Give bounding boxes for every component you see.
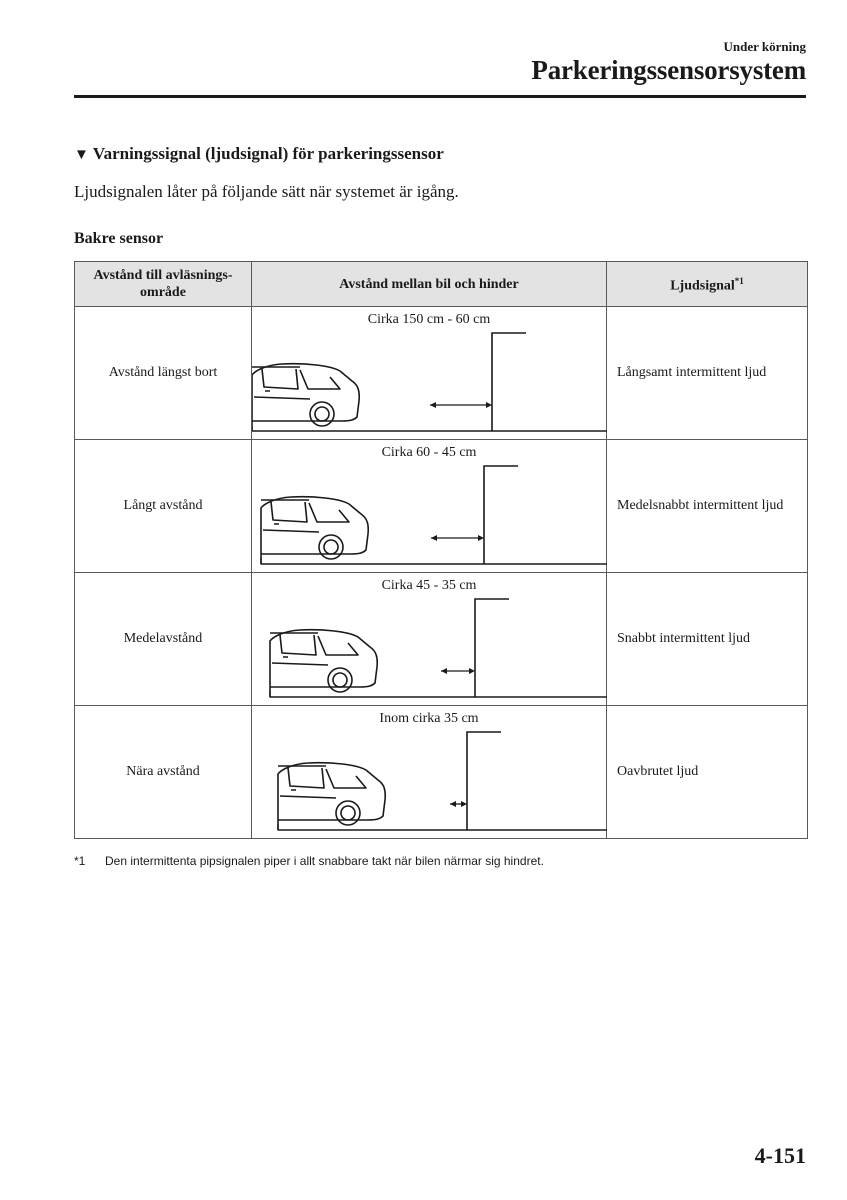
sound-cell <box>607 573 808 706</box>
sound-label: Långsamt intermittent ljud <box>617 365 767 380</box>
section-heading-text: Varningssignal (ljudsignal) för parkeringssensor <box>92 144 444 163</box>
sound-cell <box>607 307 808 440</box>
distance-label: Cirka 60 - 45 cm <box>381 445 477 460</box>
page-title: Parkeringssensorsystem <box>531 55 806 85</box>
footnote-text: Den intermittenta pipsignalen piper i allt snabbare takt när bilen närmar sig hindret. <box>105 854 544 868</box>
table-row <box>75 573 808 706</box>
header-distance: Avstånd mellan bil och hinder <box>252 262 607 307</box>
zone-label: Nära avstånd <box>126 764 200 779</box>
table-row <box>75 307 808 440</box>
distance-label: Cirka 45 - 35 cm <box>381 578 477 593</box>
sound-label: Snabbt intermittent ljud <box>617 631 750 646</box>
page-number: 4-151 <box>754 1143 806 1168</box>
zone-cell <box>75 706 252 839</box>
footnote <box>74 854 544 868</box>
sound-label: Oavbrutet ljud <box>617 764 699 779</box>
header-zone <box>75 262 252 307</box>
zone-cell <box>75 440 252 573</box>
header-sound-text: Ljudsignal <box>670 278 735 294</box>
rear-sensor-heading: Bakre sensor <box>74 230 164 247</box>
triangle-marker-icon: ▼ <box>74 147 89 163</box>
distance-label: Inom cirka 35 cm <box>379 711 479 726</box>
zone-cell <box>75 307 252 440</box>
sound-cell <box>607 440 808 573</box>
distance-cell <box>252 573 607 706</box>
signal-table <box>74 261 808 839</box>
sound-label: Medelsnabbt intermittent ljud <box>617 498 784 513</box>
distance-cell <box>252 706 607 839</box>
table-row <box>75 706 808 839</box>
table-header-row <box>75 262 808 307</box>
chapter-label: Under körning <box>723 39 806 54</box>
section-heading <box>74 144 444 164</box>
title-rule <box>74 95 806 98</box>
intro-paragraph: Ljudsignalen låter på följande sätt när systemet är igång. <box>74 182 459 201</box>
footnote-mark: *1 <box>74 854 86 868</box>
zone-label: Medelavstånd <box>123 631 203 646</box>
table-row <box>75 440 808 573</box>
header-sound <box>607 262 808 307</box>
zone-label: Långt avstånd <box>123 498 203 513</box>
zone-label: Avstånd längst bort <box>108 365 218 380</box>
zone-cell <box>75 573 252 706</box>
header-zone-line2: område <box>140 285 186 300</box>
sound-cell <box>607 706 808 839</box>
distance-cell <box>252 307 607 440</box>
distance-cell <box>252 440 607 573</box>
header-zone-line1: Avstånd till avläsnings- <box>93 268 233 283</box>
distance-label: Cirka 150 cm - 60 cm <box>367 312 491 327</box>
footnote-ref: *1 <box>734 276 744 287</box>
